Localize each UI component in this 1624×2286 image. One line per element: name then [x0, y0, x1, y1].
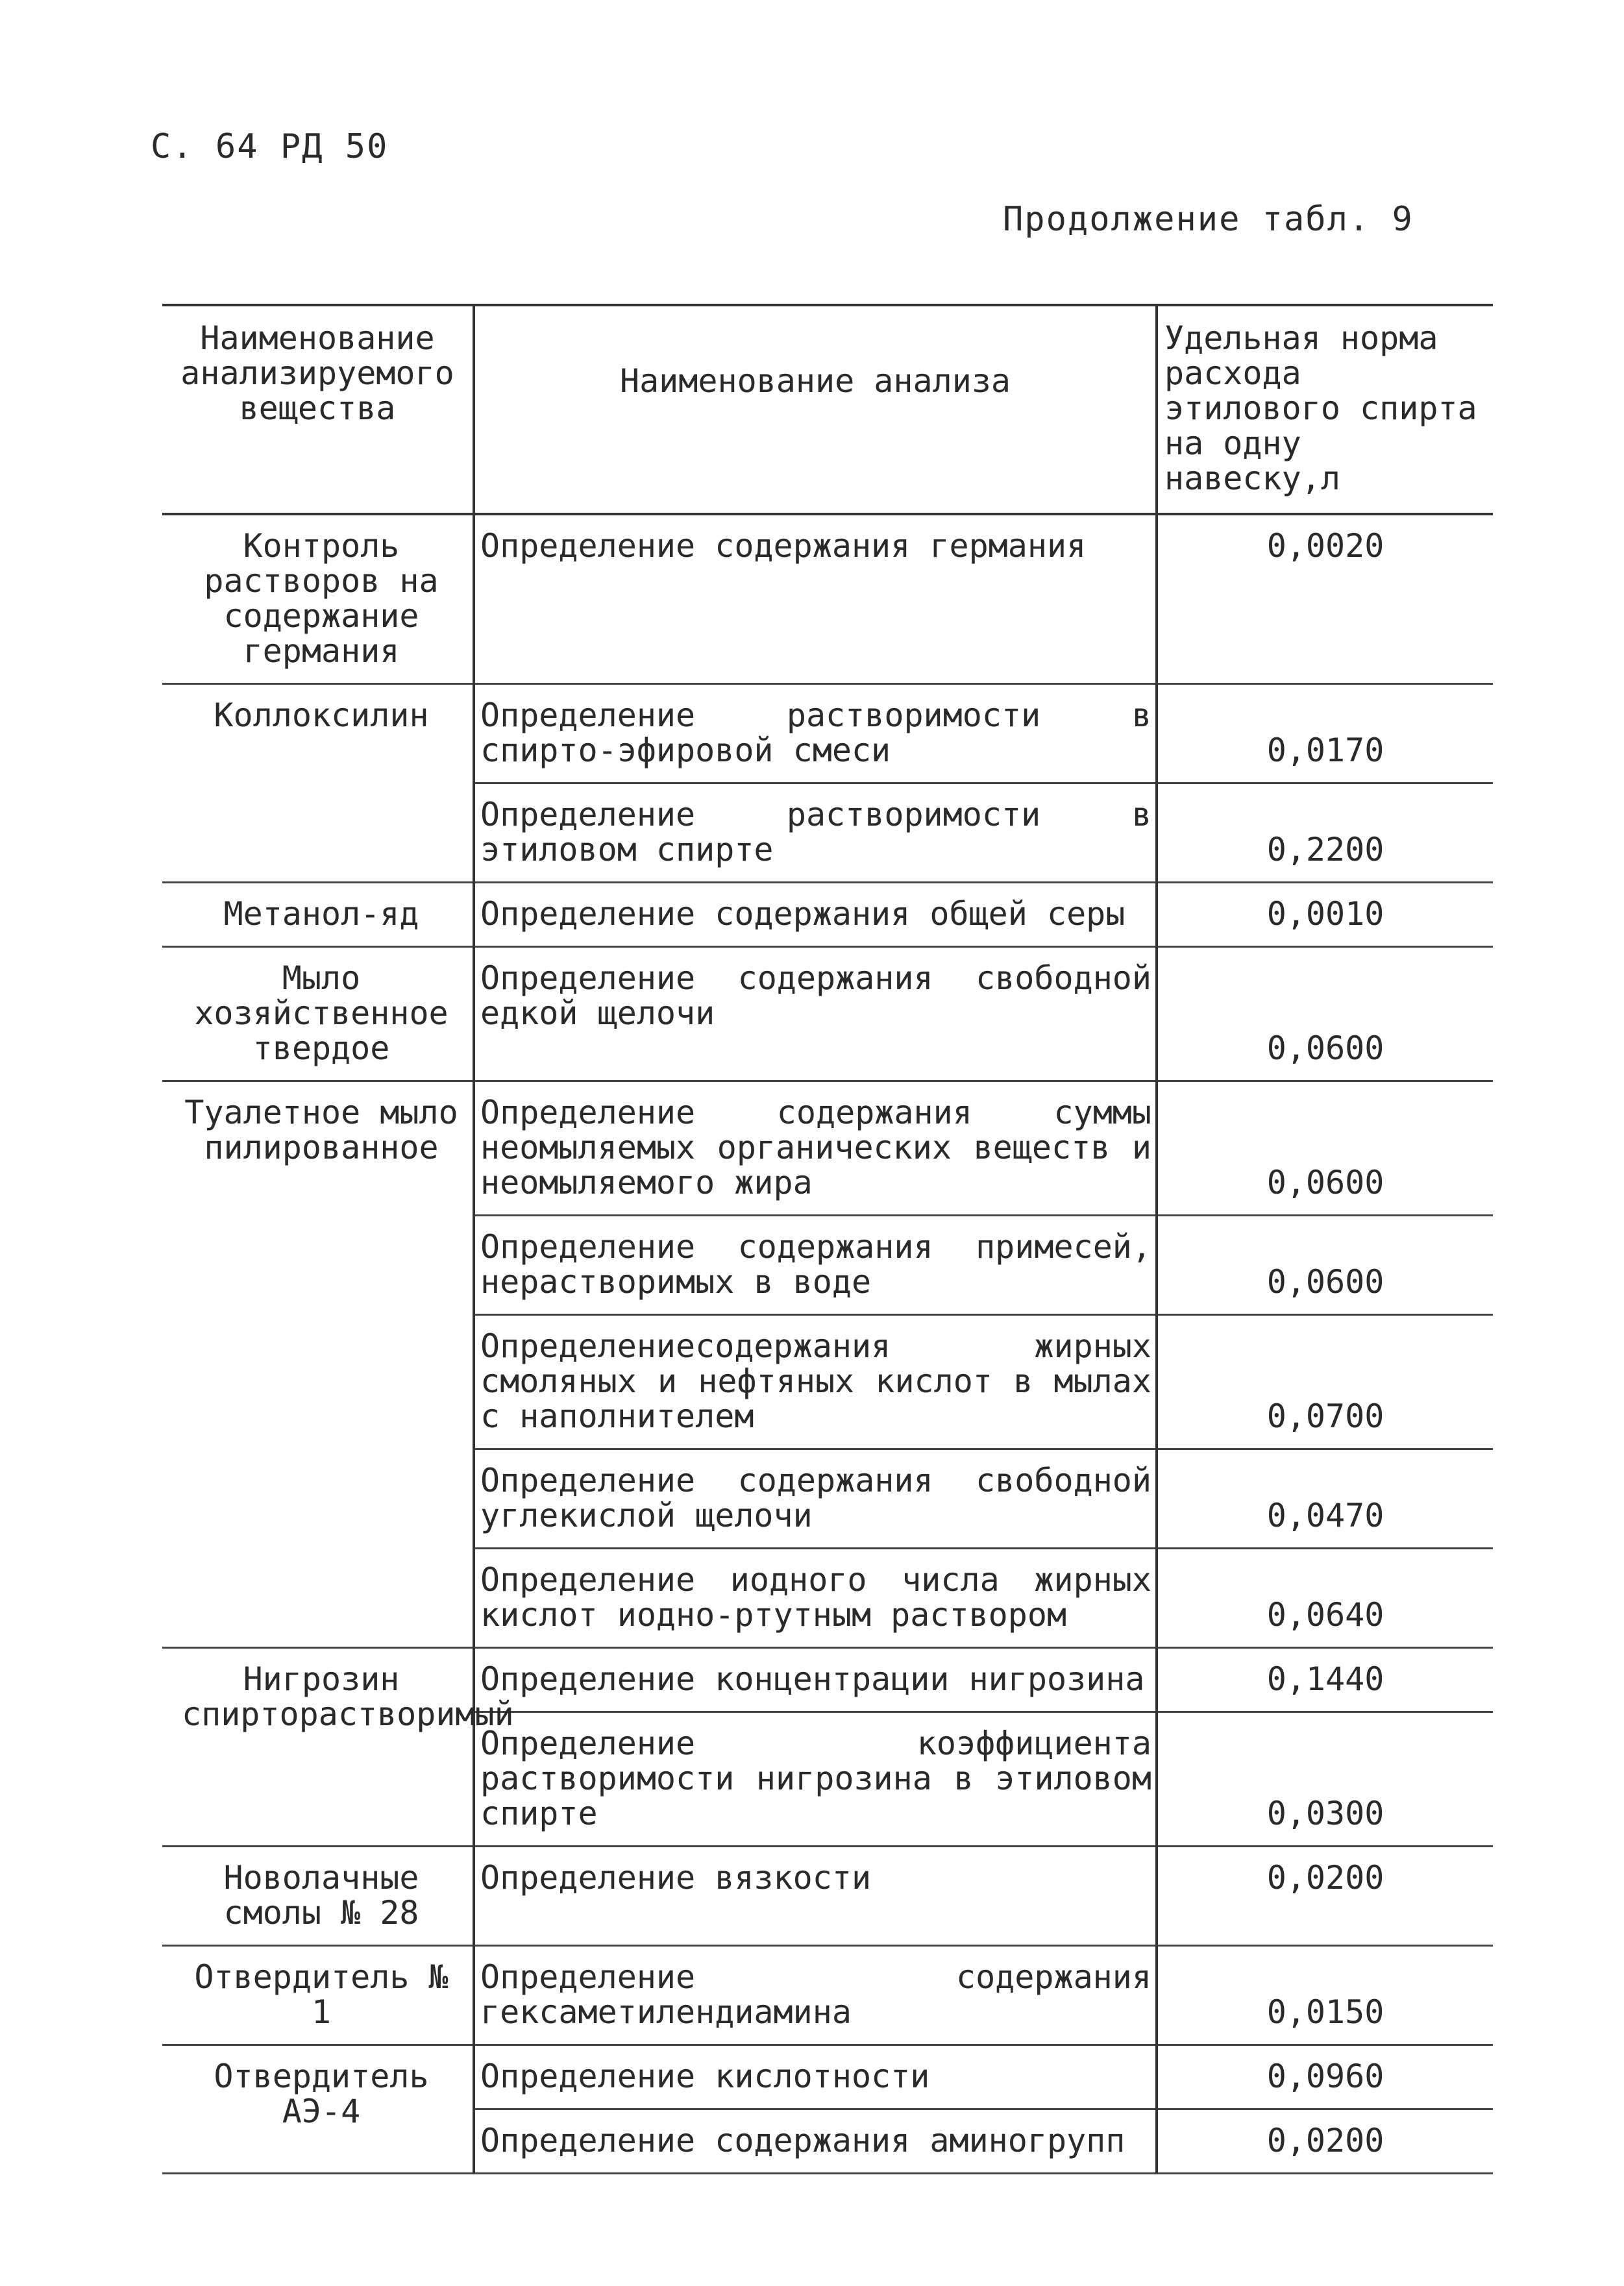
analysis-cell: Определение вязкости [474, 1847, 1157, 1946]
analysis-cell: Определениесодержания жирных смоляных и нефтяных кислот в мылах с наполнителем [474, 1315, 1157, 1449]
analysis-cell: Определение растворимости в спирто-эфировой смеси [474, 684, 1157, 783]
value-cell: 0,0600 [1157, 1216, 1493, 1315]
value-cell: 0,0600 [1157, 947, 1493, 1081]
table-row [162, 514, 1493, 684]
value-cell: 0,2200 [1157, 783, 1493, 883]
value-cell: 0,0300 [1157, 1712, 1493, 1847]
analysis-cell: Определение содержания аминогрупп [474, 2109, 1157, 2174]
header-norm: Удельная норма расхода этилового спирта на одну навеску,л [1157, 305, 1493, 514]
substance-cell: Новолачные смолы № 28 [162, 1847, 474, 1946]
page-header: С. 64 РД 50 [151, 127, 389, 166]
value-cell: 0,0170 [1157, 684, 1493, 783]
analysis-cell: Определение растворимости в этиловом спирте [474, 783, 1157, 883]
analysis-cell: Определение кислотности [474, 2045, 1157, 2109]
value-cell: 0,0960 [1157, 2045, 1493, 2109]
analysis-cell: Определение коэффициента растворимости нигрозина в этиловом спирте [474, 1712, 1157, 1847]
analysis-cell: Определение содержания суммы неомыляемых органических веществ и неомыляемого жира [474, 1081, 1157, 1216]
table-header-row [162, 305, 1493, 514]
table-row [162, 684, 1493, 783]
table-row [162, 1847, 1493, 1946]
value-cell: 0,0200 [1157, 2109, 1493, 2174]
table-row [162, 1648, 1493, 1712]
table-row [162, 1946, 1493, 2045]
table-row [162, 2045, 1493, 2109]
analysis-cell: Определение содержания свободной едкой щелочи [474, 947, 1157, 1081]
header-analysis: Наименование анализа [474, 305, 1157, 514]
table-row [162, 883, 1493, 947]
table-row [162, 947, 1493, 1081]
substance-cell: Туалетное мыло пилированное [162, 1081, 474, 1648]
substance-cell: Контроль растворов на содержание германия [162, 514, 474, 684]
analysis-cell: Определение содержания общей серы [474, 883, 1157, 947]
value-cell: 0,1440 [1157, 1648, 1493, 1712]
value-cell: 0,0640 [1157, 1549, 1493, 1648]
value-cell: 0,0600 [1157, 1081, 1493, 1216]
substance-cell: Коллоксилин [162, 684, 474, 883]
value-cell: 0,0470 [1157, 1449, 1493, 1549]
substance-cell: Метанол-яд [162, 883, 474, 947]
value-cell: 0,0200 [1157, 1847, 1493, 1946]
value-cell: 0,0150 [1157, 1946, 1493, 2045]
analysis-cell: Определение содержания примесей, нерастворимых в воде [474, 1216, 1157, 1315]
value-cell: 0,0010 [1157, 883, 1493, 947]
substance-cell: Мыло хозяйственное твердое [162, 947, 474, 1081]
analysis-cell: Определение содержания свободной углекислой щелочи [474, 1449, 1157, 1549]
analysis-cell: Определение содержания гексаметилендиамина [474, 1946, 1157, 2045]
header-substance: Наименование анализируемого вещества [162, 305, 474, 514]
table-row [162, 1081, 1493, 1216]
norms-table [162, 304, 1493, 2174]
analysis-cell: Определение концентрации нигрозина [474, 1648, 1157, 1712]
value-cell: 0,0700 [1157, 1315, 1493, 1449]
analysis-cell: Определение иодного числа жирных кислот иодно-ртутным раствором [474, 1549, 1157, 1648]
substance-cell: Отвердитель № 1 [162, 1946, 474, 2045]
table-caption: Продолжение табл. 9 [1003, 200, 1414, 239]
substance-cell: Отвердитель АЭ-4 [162, 2045, 474, 2174]
analysis-cell: Определение содержания германия [474, 514, 1157, 684]
substance-cell: Нигрозин спирторастворимый [162, 1648, 474, 1847]
value-cell: 0,0020 [1157, 514, 1493, 684]
